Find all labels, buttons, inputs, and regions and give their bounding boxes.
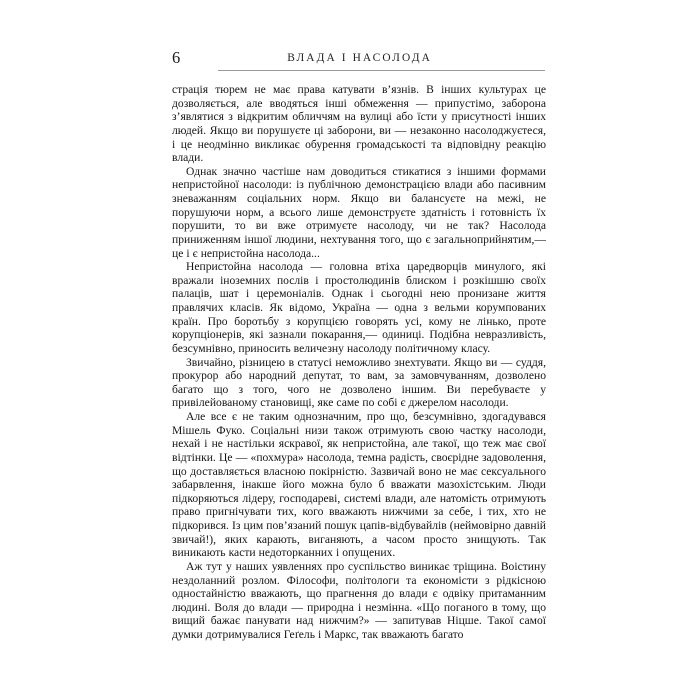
running-head — [172, 48, 545, 74]
paragraph: Але все є не таким однозначним, про що, безсумнівно, здогадувався Мішель Фуко. Соціальні низи також отримують свою частку насолоди, нехай і не настільки яскравої, як непристойна, але такої, що теж має свої відтінки. Це — «похмура» насолода, темна радість, своєрідне задоволення, що доставляється власною покірністю. Зазвичай воно не має сексуального забарвлення, інакше його можна було б вважати мазохістським. Люди підкоряються лідеру, господареві, системі влади, але натомість отримують право пригнічувати тих, кого вважають нижчими за себе, і тих, хто не підкорився. Із цим пов’язаний пошук цапів-відбувайлів (неймовірно давній звичай!), яких карають, виганяють, а часом просто знищують. Так виникають касти недоторканних і опущених. — [172, 410, 546, 560]
paragraph: страція тюрем не має права катувати в’язнів. В інших культурах це дозволяється, але вводяться інші обмеження — припустімо, заборона з’являтися з відкритим обличчям на вулиці або їсти у присутності інших людей. Якщо ви порушуєте ці заборони, ви — незаконно насолоджуєтеся, і це неодмінно викликає обурення громадськості та відповідну реакцію влади. — [172, 83, 546, 165]
header-divider — [218, 70, 545, 71]
paragraph: Аж тут у наших уявленнях про суспільство виникає тріщина. Воістину нездоланний розлом. Філософи, політологи та економісти з рідкісною одностайністю вважають, що прагнення до влади є одвіку притаманним людині. Воля до влади — природна і незмінна. «Що поганого в тому, що вищий бажає панувати над нижчим?» — запитував Ніцше. Такої самої думки дотримувалися Геґель і Маркс, так вважають багато — [172, 559, 546, 641]
paragraph: Звичайно, різницею в статусі неможливо знехтувати. Якщо ви — суддя, прокурор або народний депутат, то вам, за замовчуванням, дозволено багато що з того, чого не дозволено іншим. Ви перебуваєте у привілейованому становищі, яке саме по собі є джерелом насолоди. — [172, 355, 546, 410]
body-text — [172, 83, 546, 642]
paragraph: Непристойна насолода — головна втіха царедворців минулого, які вражали іноземних послів і простолюдинів блиском і розкішшю своїх палаців, шат і церемоніалів. Однак і сьогодні нею пронизане життя правлячих класів. Як відомо, Україна — одна з вельми корумпованих країн. Про боротьбу з корупцією говорять усі, кому не лінько, проте корупціонерів, які зазнали покарання,— одиниці. Подібна невразливість, безсумнівно, приносить величезну насолоду політичному класу. — [172, 260, 546, 355]
page-number: 6 — [172, 48, 181, 67]
paragraph: Однак значно частіше нам доводиться стикатися з іншими формами непристойної насолоди: із публічною демонстрацією влади або пасивним зневажанням соціальних норм. Якщо ви балансуєте на межі, не порушуючи норм, а всього лише демонструєте здатність і готовність їх порушити, то ви вже отримуєте насолоду, чи не так? Насолода приниженням іншої людини, нехтування того, що є загальноприйнятим,— це і є непристойна насолода... — [172, 164, 546, 260]
running-title: ВЛАДА І НАСОЛОДА — [287, 52, 432, 64]
